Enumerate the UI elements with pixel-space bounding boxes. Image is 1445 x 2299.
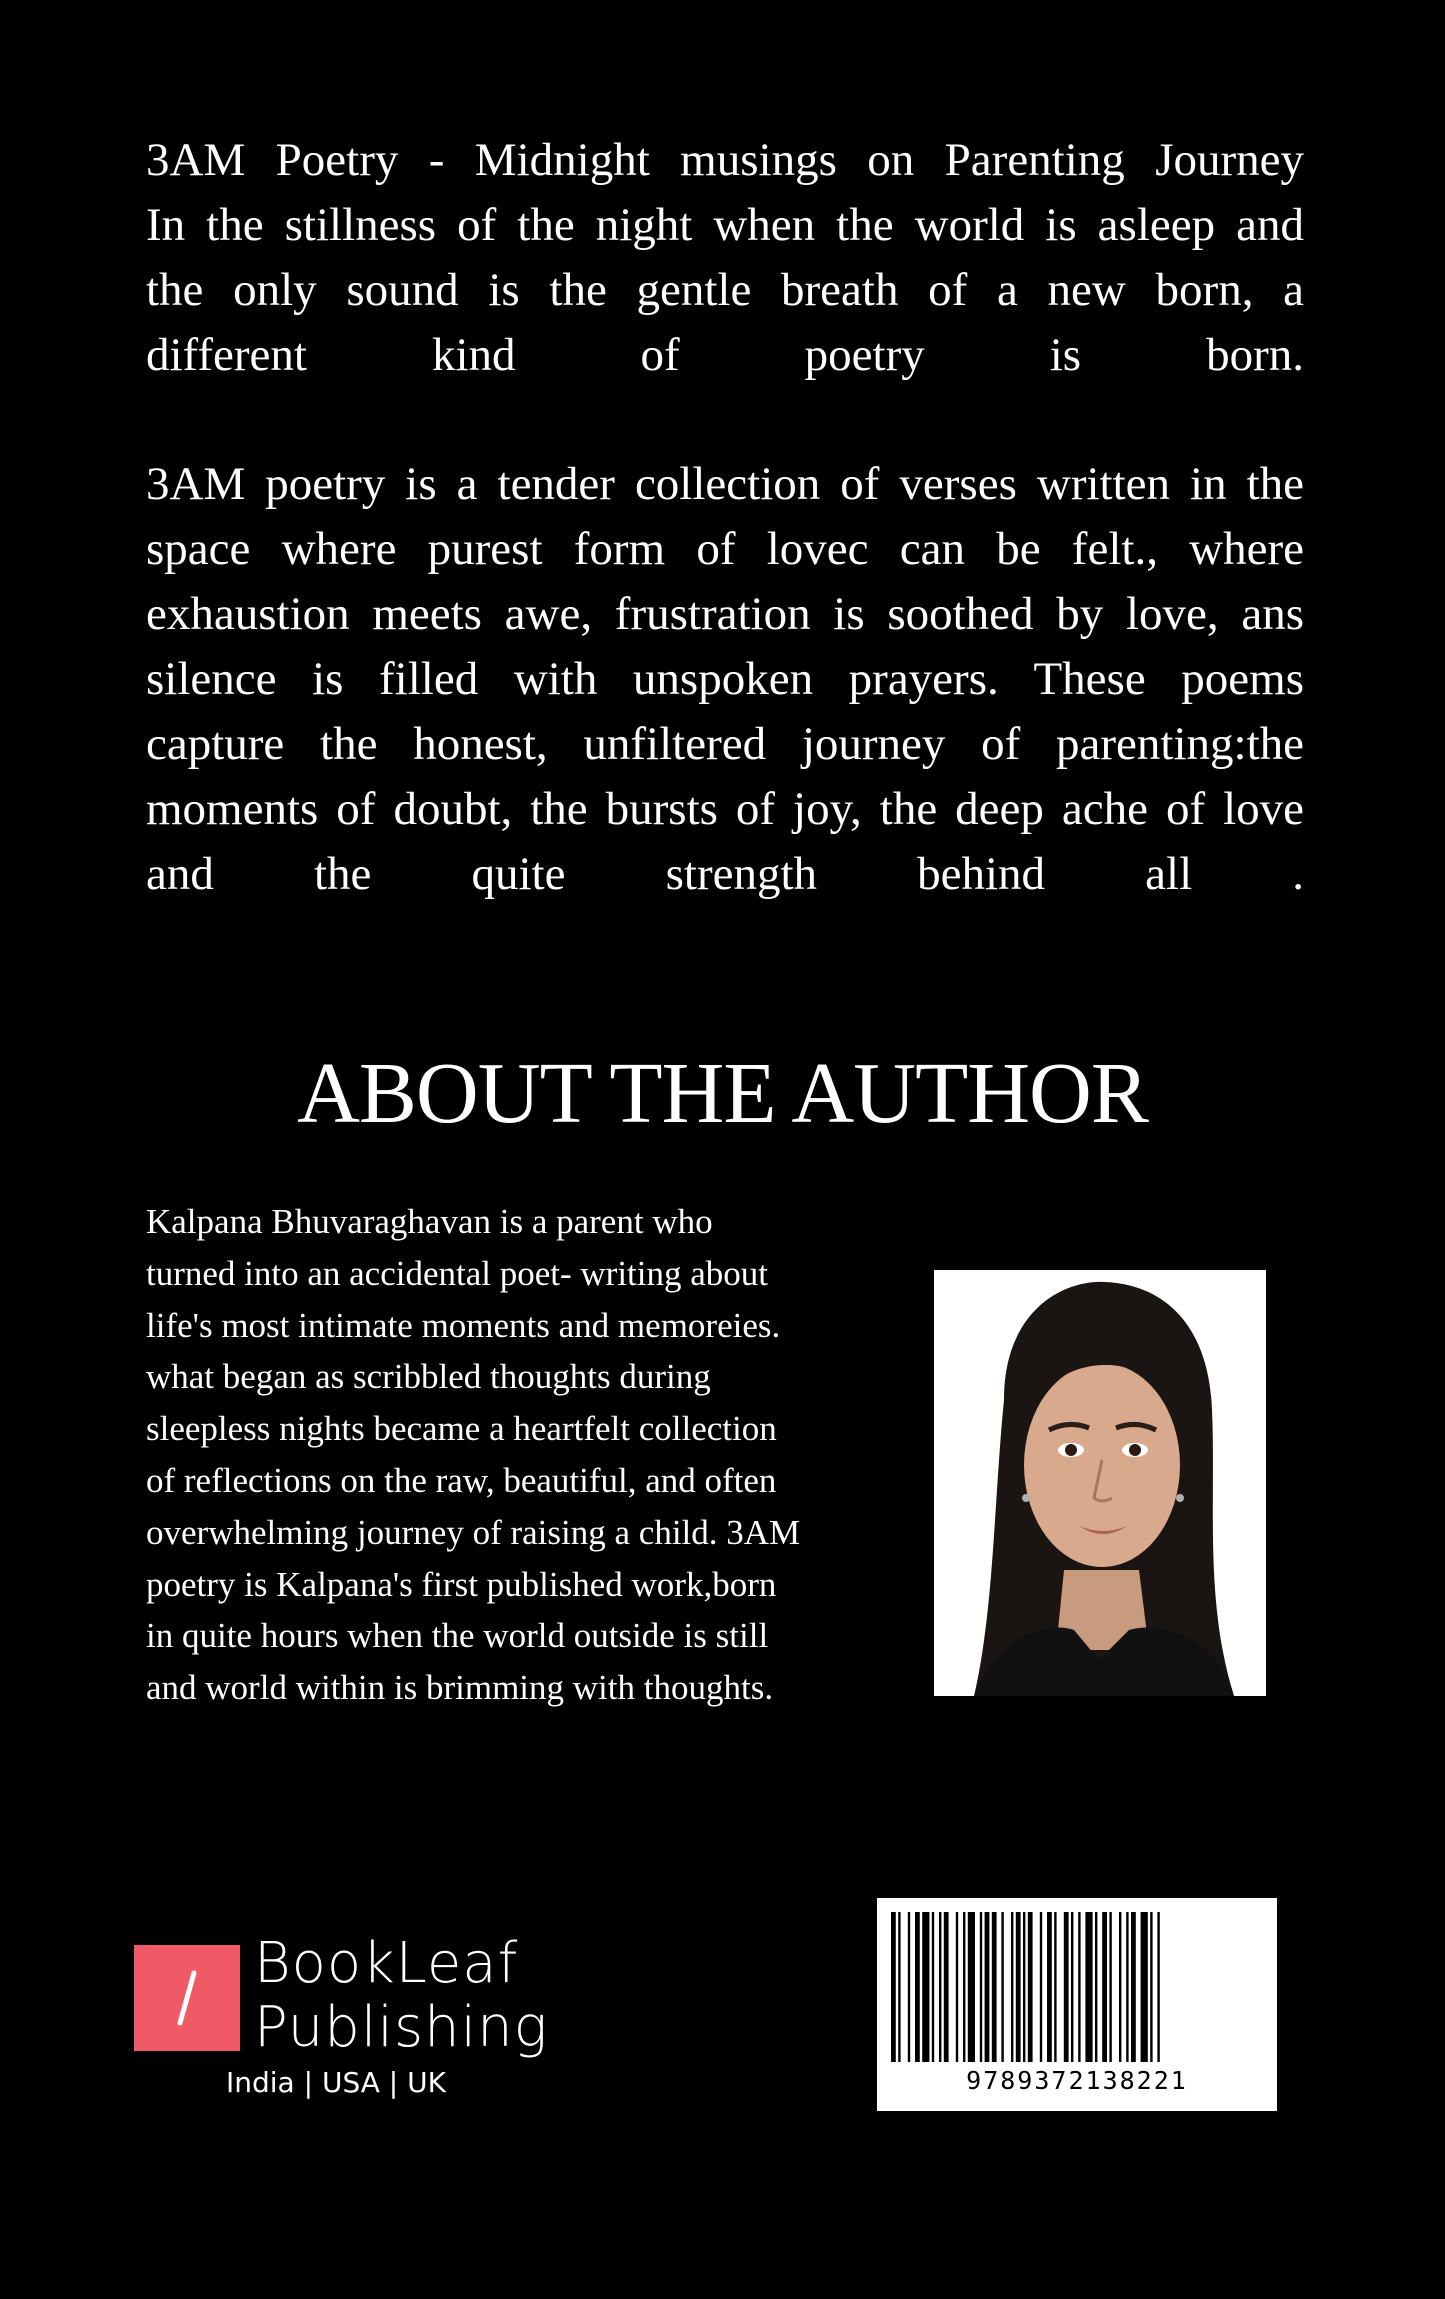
blurb-line: the only sound is the gentle breath of a new born, a [146, 264, 1304, 316]
blurb-line: 3AM Poetry - Midnight musings on Parenting Journey [146, 134, 1304, 186]
publisher-name-line1: BookLeaf [254, 1931, 519, 1996]
blurb-line: capture the honest, unfiltered journey of parenting:the [146, 718, 1304, 770]
blurb-line: 3AM poetry is a tender collection of verses written in the [146, 458, 1304, 510]
blurb-paragraph-1 [146, 128, 1304, 388]
publisher-name-line2: Publishing [254, 1995, 549, 2060]
bio-line: turned into an accidental poet- writing about [146, 1253, 769, 1293]
isbn-number: 9789372138221 [966, 2066, 1188, 2095]
bio-line: poetry is Kalpana's first published work,born [146, 1564, 777, 1604]
blurb-line: exhaustion meets awe, frustration is soothed by love, ans [146, 588, 1304, 640]
slash-icon [134, 1945, 240, 2051]
bio-line: of reflections on the raw, beautiful, and often [146, 1460, 777, 1500]
author-portrait-illustration [934, 1270, 1266, 1696]
blurb-line: space where purest form of lovec can be felt., where [146, 523, 1304, 575]
bio-line: in quite hours when the world outside is still [146, 1616, 769, 1656]
bio-line: and world within is brimming with thoughts. [146, 1668, 774, 1708]
author-photo [934, 1270, 1266, 1696]
bio-line: overwhelming journey of raising a child. 3AM [146, 1512, 801, 1552]
author-bio [146, 1196, 906, 1714]
blurb-paragraph-2 [146, 452, 1304, 907]
blurb-line: In the stillness of the night when the world is asleep and [146, 199, 1304, 251]
publisher-regions: India | USA | UK [226, 2066, 446, 2099]
blurb-line: and the quite strength behind all . [146, 848, 1304, 900]
blurb-line: silence is filled with unspoken prayers. These poems [146, 653, 1304, 705]
publisher-logo-mark [134, 1945, 240, 2051]
bio-line: life's most intimate moments and memoreies. [146, 1305, 781, 1345]
blurb-line: different kind of poetry is born. [146, 329, 1304, 381]
bio-line: what began as scribbled thoughts during [146, 1357, 711, 1397]
isbn-barcode [877, 1898, 1277, 2111]
blurb-line: moments of doubt, the bursts of joy, the deep ache of love [146, 783, 1304, 835]
publisher-name [254, 1932, 548, 2060]
bio-line: Kalpana Bhuvaraghavan is a parent who [146, 1202, 713, 1241]
bio-line: sleepless nights became a heartfelt collection [146, 1409, 777, 1449]
about-author-heading: ABOUT THE AUTHOR [297, 1044, 1148, 1141]
